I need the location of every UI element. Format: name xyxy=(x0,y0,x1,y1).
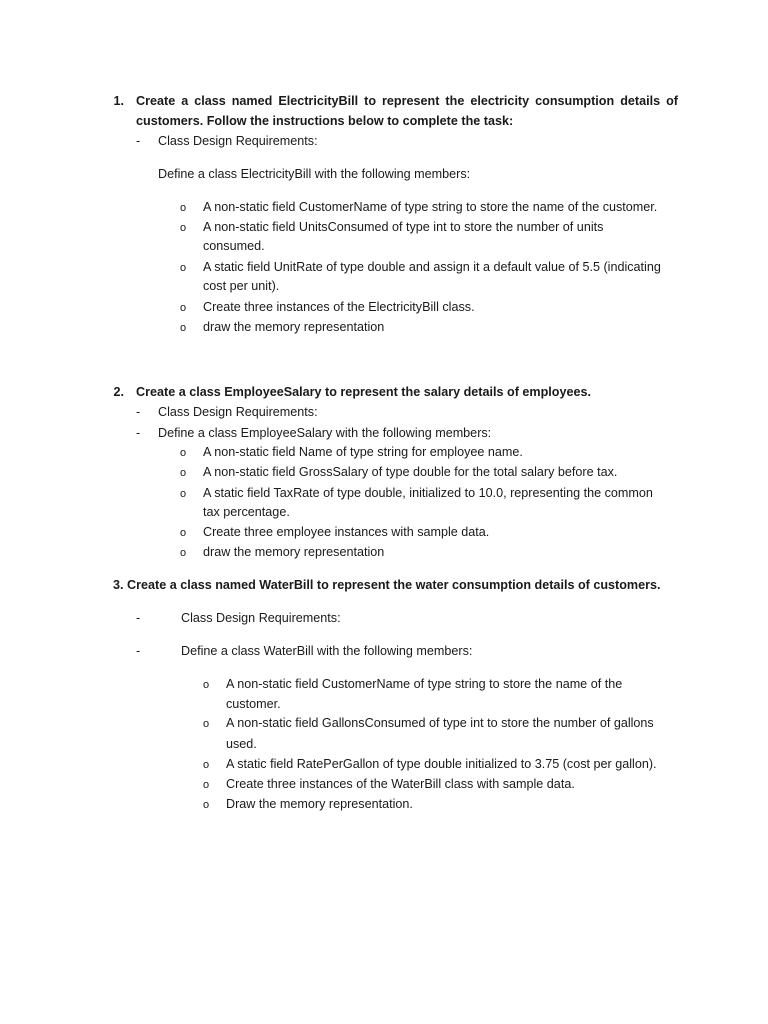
q3-item-cont: customer. xyxy=(226,697,281,711)
q1-class-design: Class Design Requirements: xyxy=(158,134,318,148)
q2-heading: Create a class EmployeeSalary to represent the salary details of employees. xyxy=(136,385,591,399)
q3-item: A static field RatePerGallon of type double initialized to 3.75 (cost per gallon). xyxy=(226,757,657,771)
q2-bullet: o xyxy=(180,447,187,459)
q3-dash: - xyxy=(136,611,141,625)
q1-item: draw the memory representation xyxy=(203,320,385,334)
q1-bullet: o xyxy=(180,222,187,234)
q3-bullet: o xyxy=(203,679,210,691)
q1-item-cont: cost per unit). xyxy=(203,279,280,293)
q3-item-cont: used. xyxy=(226,737,257,751)
q1-define: Define a class ElectricityBill with the following members: xyxy=(158,167,471,181)
q2-class-design: Class Design Requirements: xyxy=(158,405,318,419)
q1-item-cont: consumed. xyxy=(203,239,265,253)
q2-dash: - xyxy=(136,405,141,419)
q2-bullet: o xyxy=(180,467,187,479)
q2-item: A static field TaxRate of type double, initialized to 10.0, representing the common xyxy=(203,486,653,500)
q3-bullet: o xyxy=(203,759,210,771)
q2-number: 2. xyxy=(113,385,124,399)
q1-bullet: o xyxy=(180,322,187,334)
q1-item: A static field UnitRate of type double and assign it a default value of 5.5 (indicating xyxy=(203,260,661,274)
q1-bullet: o xyxy=(180,262,187,274)
q2-dash: - xyxy=(136,426,141,440)
q1-bullet: o xyxy=(180,202,187,214)
q2-bullet: o xyxy=(180,547,187,559)
q3-bullet: o xyxy=(203,718,210,730)
q2-define: Define a class EmployeeSalary with the following members: xyxy=(158,426,492,440)
q3-bullet: o xyxy=(203,799,210,811)
q1-item: Create three instances of the ElectricityBill class. xyxy=(203,300,475,314)
q1-item: A non-static field CustomerName of type string to store the name of the customer. xyxy=(203,200,658,214)
q3-item: A non-static field CustomerName of type string to store the name of the xyxy=(226,677,623,691)
q3-define: Define a class WaterBill with the following members: xyxy=(181,644,473,658)
q1-heading-line1: Create a class named ElectricityBill to represent the electricity consumption details of xyxy=(136,94,678,108)
q1-bullet: o xyxy=(180,302,187,314)
q3-dash: - xyxy=(136,644,141,658)
q3-item: Create three instances of the WaterBill class with sample data. xyxy=(226,777,575,791)
q3-item: Draw the memory representation. xyxy=(226,797,413,811)
q1-dash: - xyxy=(136,134,141,148)
q2-bullet: o xyxy=(180,488,187,500)
q1-item: A non-static field UnitsConsumed of type int to store the number of units xyxy=(203,220,604,234)
q2-item: draw the memory representation xyxy=(203,545,385,559)
q2-item: Create three employee instances with sample data. xyxy=(203,525,490,539)
q2-item: A non-static field Name of type string for employee name. xyxy=(203,445,523,459)
q2-item-cont: tax percentage. xyxy=(203,505,290,519)
q2-item: A non-static field GrossSalary of type double for the total salary before tax. xyxy=(203,465,618,479)
q3-bullet: o xyxy=(203,779,210,791)
q3-heading: 3. Create a class named WaterBill to represent the water consumption details of customers. xyxy=(113,578,661,592)
q3-class-design: Class Design Requirements: xyxy=(181,611,341,625)
q2-bullet: o xyxy=(180,527,187,539)
q3-item: A non-static field GallonsConsumed of type int to store the number of gallons xyxy=(226,716,654,730)
q1-heading-line2: customers. Follow the instructions below to complete the task: xyxy=(136,114,514,128)
q1-number: 1. xyxy=(113,94,124,108)
